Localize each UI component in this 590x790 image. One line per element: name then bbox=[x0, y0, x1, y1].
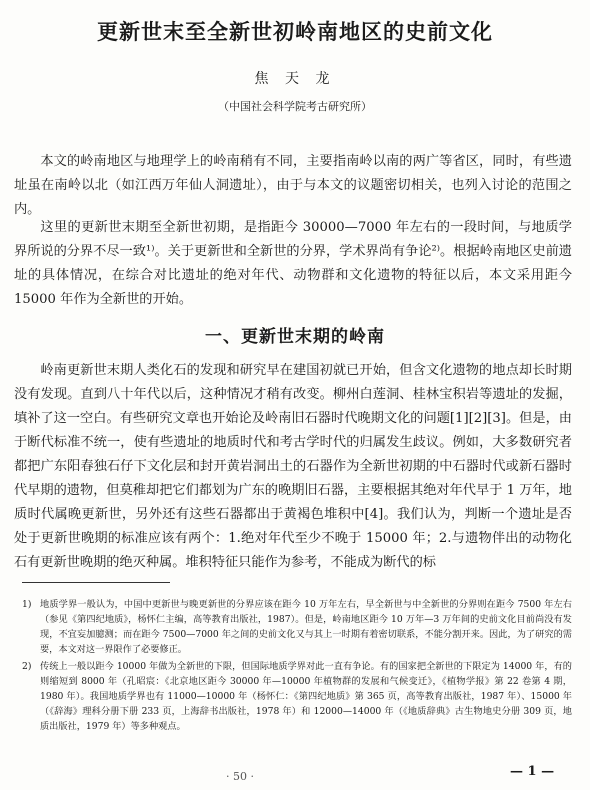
footnote-number: 2) bbox=[22, 661, 32, 672]
paragraph-text: 这里的更新世末期至全新世初期，是指距今 30000—7000 年左右的一段时间，与地质学界所说的分界不尽一致¹⁾。关于更新世和全新世的分界，学术界尚有争论²⁾。根据岭南地区史前遗址的具体情况，在综合对比遗址的绝对年代、动物群和文化遗物的特征以后，本文采用距今 15000 年作为全新世的开始。 bbox=[14, 220, 572, 307]
footnotes bbox=[22, 597, 572, 736]
paragraph-text: 岭南更新世末期人类化石的发现和研究早在建国初就已开始，但含文化遗物的地点却长时期没有发现。直到八十年代以后，这种情况才稍有改变。柳州白莲洞、桂林宝积岩等遗址的发掘，填补了这一空白。有些研究文章也开始论及岭南旧石器时代晚期文化的问题[1][2][3]。但是，由于断代标准不统一，使有些遗址的地质时代和考古学时代的归属发生歧议。例如，大多数研究者都把广东阳春独石仔下文化层和封开黄岩洞出土的石器作为全新世初期的中石器时代或新石器时代早期的遗物，但莫稚却把它们都划为广东的晚期旧石器，主要根据其绝对年代早于 1 万年，地质时代属晚更新世，另外还有这些石器都出于黄褐色堆积中[4]。我们认为，判断一个遗址是否处于更新世晚期的标准应该有两个：1.绝对年代至少不晚于 15000 年；2.与遗物伴出的动物化石有更新世晚期的绝灭种属。堆积特征只能作为参考，不能成为断代的标 bbox=[14, 363, 572, 570]
intro-paragraph-2 bbox=[14, 216, 572, 312]
section-1-paragraph bbox=[14, 359, 572, 575]
paper-title: 更新世末至全新世初岭南地区的史前文化 bbox=[97, 20, 493, 44]
page-number: — 1 — bbox=[510, 764, 555, 779]
footnote-2 bbox=[22, 659, 572, 734]
paragraph-text: 本文的岭南地区与地理学上的岭南稍有不同，主要指南岭以南的两广等省区，同时，有些遗址虽在南岭以北（如江西万年仙人洞遗址），由于与本文的议题密切相关，也列入讨论的范围之内。 bbox=[14, 154, 572, 217]
intro-paragraph-1 bbox=[14, 150, 572, 222]
footnote-text: 传统上一般以距今 10000 年做为全新世的下限，但国际地质学界对此一直有争论。有的国家把全新世的下限定为 14000 年，有的则缩短到 8000 年（孔昭宸：《北京地区距今 30000 年—10000 年植物群的发展和气候变迁》，《植物学报》第 22 卷第 4 期，1980 年）。我国地质学界也有 11000—10000 年（杨怀仁：《第四纪地质》第 365 页，高等教育出版社，1987 年）、15000 年（《辞海》理科分册下册 233 页，上海辞书出版社，1978 年）和 12000—14000 年（《地质辞典》古生物地史分册 309 页，地质出版社，1979 年）等多种观点。 bbox=[40, 661, 572, 732]
footnote-divider bbox=[22, 582, 170, 583]
footnote-1 bbox=[22, 597, 572, 657]
footnote-text: 地质学界一般认为，中国中更新世与晚更新世的分界应该在距今 10 万年左右，早全新世与中全新世的分界则在距今 7500 年左右（参见《第四纪地质》，杨怀仁主编，高等教育出版社，1987）。但是，岭南地区距今 10 万年—3 万年间的史前文化目前尚没有发现，不宜妄加臆测；而在距今 7500—7000 年之间的史前文化又与其上一时期有着密切联系，不能分割开来。因此，为了研究的需要，本文对这一界限作了必要修正。 bbox=[40, 599, 572, 655]
page-stamp: · 50 · bbox=[226, 770, 254, 783]
footnote-number: 1) bbox=[22, 599, 32, 610]
author-affiliation: （中国社会科学院考古研究所） bbox=[218, 100, 372, 113]
author-name: 焦 天 龙 bbox=[254, 71, 336, 87]
section-heading: 一、更新世末期的岭南 bbox=[205, 327, 385, 347]
